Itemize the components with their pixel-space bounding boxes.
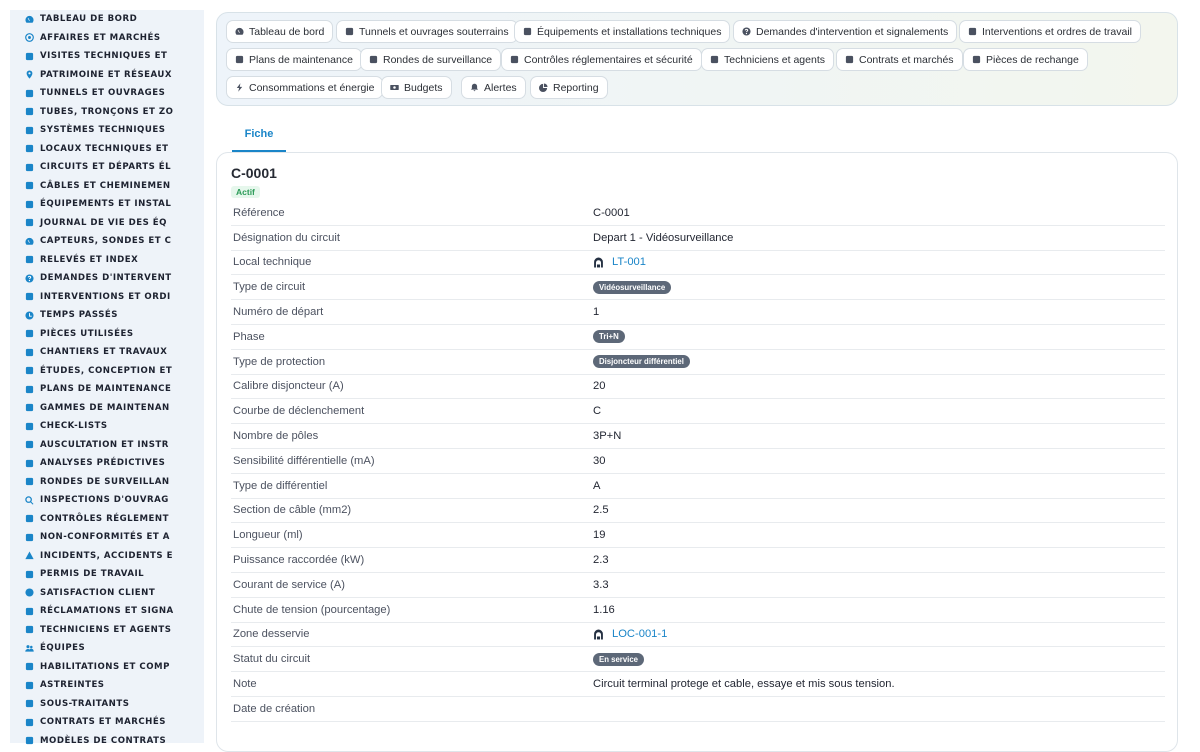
sidebar-item[interactable] <box>10 84 204 103</box>
quick-nav-pill[interactable] <box>514 20 730 43</box>
clipboard-check-icon <box>24 292 34 302</box>
sidebar-item-label: PIÈCES UTILISÉES <box>40 328 134 339</box>
record-link[interactable]: LOC-001-1 <box>612 628 668 641</box>
field-row <box>231 573 1165 598</box>
field-value <box>593 355 690 368</box>
value-text: 2.5 <box>593 504 609 517</box>
field-row <box>231 399 1165 424</box>
file-icon <box>24 736 34 746</box>
field-row <box>231 623 1165 648</box>
sidebar-item[interactable] <box>10 380 204 399</box>
field-row <box>231 523 1165 548</box>
sidebar-item-label: AUSCULTATION ET INSTR <box>40 439 169 450</box>
sidebar-item[interactable] <box>10 528 204 547</box>
field-label: Calibre disjoncteur (A) <box>233 380 344 393</box>
quick-nav-pill-label: Plans de maintenance <box>249 53 353 66</box>
sidebar-item-label: PERMIS DE TRAVAIL <box>40 569 145 580</box>
field-row <box>231 251 1165 276</box>
field-value <box>593 504 609 516</box>
sidebar-item-label: ÉQUIPES <box>40 643 86 654</box>
bell-icon <box>470 83 479 92</box>
calendar-icon <box>24 384 34 394</box>
sidebar-item-label: INSPECTIONS D'OUVRAG <box>40 495 169 506</box>
sidebar-item-label: ASTREINTES <box>40 680 105 691</box>
gears-icon <box>523 27 532 36</box>
alert-circle-icon <box>24 532 34 542</box>
money-icon <box>390 83 399 92</box>
sidebar-item-label: TUBES, TRONÇONS ET ZO <box>40 106 174 117</box>
quick-nav-pill-label: Alertes <box>484 81 517 94</box>
field-value <box>593 653 644 666</box>
sidebar-item-label: TEMPS PASSÉS <box>40 310 118 321</box>
value-chip: En service <box>593 653 644 666</box>
road-icon <box>24 107 34 117</box>
sidebar-item-label: SYSTÈMES TECHNIQUES <box>40 125 166 136</box>
sidebar-item[interactable] <box>10 177 204 196</box>
field-list <box>231 201 1165 722</box>
history-icon <box>24 218 34 228</box>
gauge-icon <box>24 236 34 246</box>
field-value <box>593 579 609 591</box>
question-icon <box>742 27 751 36</box>
sidebar-item-label: CIRCUITS ET DÉPARTS ÉL <box>40 162 172 173</box>
sidebar-item-label: LOCAUX TECHNIQUES ET <box>40 143 169 154</box>
sidebar-item[interactable] <box>10 454 204 473</box>
route-icon <box>369 55 378 64</box>
sidebar-item-label: NON-CONFORMITÉS ET A <box>40 532 170 543</box>
record-link[interactable]: LT-001 <box>612 256 646 269</box>
sidebar-item-label: INTERVENTIONS ET ORDI <box>40 291 171 302</box>
field-value <box>593 281 671 294</box>
field-label: Type de circuit <box>233 281 306 294</box>
users-icon <box>24 643 34 653</box>
calendar-icon <box>235 55 244 64</box>
certificate-icon <box>24 662 34 672</box>
value-text: Depart 1 - Vidéosurveillance <box>593 231 734 244</box>
quick-nav-pill-label: Équipements et installations techniques <box>537 25 722 38</box>
route-icon <box>24 477 34 487</box>
field-label: Phase <box>233 330 265 343</box>
field-row <box>231 226 1165 251</box>
sidebar-item[interactable] <box>10 584 204 603</box>
value-chip: Vidéosurveillance <box>593 281 671 294</box>
sidebar-item[interactable] <box>10 10 204 29</box>
value-text: C-0001 <box>593 206 630 219</box>
value-text: 3P+N <box>593 430 622 443</box>
sidebar-item[interactable] <box>10 306 204 325</box>
sidebar-item[interactable] <box>10 417 204 436</box>
field-row <box>231 499 1165 524</box>
walk-icon <box>24 51 34 61</box>
field-label: Numéro de départ <box>233 306 324 319</box>
list-icon <box>24 403 34 413</box>
sidebar-item[interactable] <box>10 510 204 529</box>
field-label: Chute de tension (pourcentage) <box>233 603 391 616</box>
sidebar-item[interactable] <box>10 158 204 177</box>
field-value <box>593 480 600 492</box>
sidebar-item[interactable] <box>10 732 204 751</box>
clipboard-check-icon <box>968 27 977 36</box>
quick-nav-pill[interactable] <box>959 20 1141 43</box>
bolt-icon <box>235 83 244 92</box>
hammer-icon <box>24 347 34 357</box>
sidebar-item-label: TUNNELS ET OUVRAGES <box>40 88 166 99</box>
sidebar-item-label: CONTRATS ET MARCHÉS <box>40 717 166 728</box>
quick-nav-pill[interactable] <box>501 48 702 71</box>
value-text: 1.16 <box>593 603 615 616</box>
field-row <box>231 375 1165 400</box>
thermometer-icon <box>24 440 34 450</box>
hard-hat-icon <box>710 55 719 64</box>
sidebar-item[interactable] <box>10 47 204 66</box>
sidebar-item-label: HABILITATIONS ET COMP <box>40 661 170 672</box>
quick-nav-pill[interactable] <box>360 48 501 71</box>
sidebar-item-label: DEMANDES D'INTERVENT <box>40 273 172 284</box>
sidebar-item-label: RELEVÉS ET INDEX <box>40 254 139 265</box>
tab-fiche-label: Fiche <box>244 128 274 140</box>
checklist-icon <box>24 421 34 431</box>
field-value <box>593 330 625 343</box>
quick-nav-pill-label: Pièces de rechange <box>986 53 1079 66</box>
grid-icon <box>24 144 34 154</box>
field-label: Longueur (ml) <box>233 529 303 542</box>
field-label: Désignation du circuit <box>233 231 340 244</box>
quick-nav-pill[interactable] <box>963 48 1088 71</box>
sidebar-item[interactable] <box>10 29 204 48</box>
hard-hat-icon <box>24 625 34 635</box>
quick-nav-pill-label: Budgets <box>404 81 443 94</box>
value-text: 1 <box>593 306 600 319</box>
puzzle-icon <box>24 329 34 339</box>
sidebar-item-label: PATRIMOINE ET RÉSEAUX <box>40 69 173 80</box>
value-text: Circuit terminal protege et cable, essaye et mis sous tension. <box>593 678 895 691</box>
field-value <box>593 380 605 392</box>
field-row <box>231 201 1165 226</box>
sidebar-item-label: SATISFACTION CLIENT <box>40 587 156 598</box>
sidebar-item[interactable] <box>10 66 204 85</box>
field-row <box>231 275 1165 300</box>
value-text: 19 <box>593 529 606 542</box>
quick-nav-pill[interactable] <box>530 76 608 99</box>
sidebar-item-label: CHANTIERS ET TRAVAUX <box>40 347 168 358</box>
sidebar-item[interactable] <box>10 195 204 214</box>
sidebar-item[interactable] <box>10 214 204 233</box>
field-label: Puissance raccordée (kW) <box>233 554 365 567</box>
building-icon <box>345 27 354 36</box>
value-text: C <box>593 405 602 418</box>
status-badge: Actif <box>231 186 260 198</box>
sidebar-item[interactable] <box>10 325 204 344</box>
quick-nav-pill[interactable] <box>701 48 834 71</box>
sidebar-item[interactable] <box>10 658 204 677</box>
field-row <box>231 300 1165 325</box>
quick-nav-pill-label: Rondes de surveillance <box>383 53 493 66</box>
field-row <box>231 424 1165 449</box>
gauge-icon <box>235 27 244 36</box>
file-contract-icon <box>845 55 854 64</box>
field-row <box>231 548 1165 573</box>
sidebar-item-label: ANALYSES PRÉDICTIVES <box>40 458 166 469</box>
record-title: C-0001 <box>231 165 277 181</box>
sidebar-item[interactable] <box>10 547 204 566</box>
field-label: Local technique <box>233 256 312 269</box>
sidebar-item[interactable] <box>10 713 204 732</box>
quick-nav-pill-label: Contrats et marchés <box>859 53 954 66</box>
sidebar-item[interactable] <box>10 565 204 584</box>
warning-icon <box>24 551 34 561</box>
sitemap-icon <box>972 55 981 64</box>
sidebar-item-label: CHECK-LISTS <box>40 421 108 432</box>
sidebar <box>10 10 204 746</box>
record-card <box>216 152 1178 752</box>
field-label: Zone desservie <box>233 628 310 641</box>
sidebar-item-label: GAMMES DE MAINTENAN <box>40 402 170 413</box>
field-label: Type de différentiel <box>233 479 328 492</box>
target-icon <box>24 33 34 43</box>
tunnel-icon <box>593 629 604 640</box>
quick-nav-pill-label: Reporting <box>553 81 599 94</box>
sidebar-item-label: JOURNAL DE VIE DES ÉQ <box>40 217 167 228</box>
sidebar-item[interactable] <box>10 695 204 714</box>
value-chip: Disjoncteur différentiel <box>593 355 690 368</box>
field-row <box>231 647 1165 672</box>
sidebar-item[interactable] <box>10 343 204 362</box>
field-label: Note <box>233 678 257 691</box>
sidebar-item[interactable] <box>10 140 204 159</box>
quick-nav-pill[interactable] <box>836 48 963 71</box>
field-row <box>231 697 1165 722</box>
sidebar-item-label: MODÈLES DE CONTRATS <box>40 735 167 746</box>
clipboard-icon <box>24 255 34 265</box>
field-row <box>231 350 1165 375</box>
field-label: Nombre de pôles <box>233 430 319 443</box>
circuit-icon <box>24 162 34 172</box>
quick-nav-pill-label: Demandes d'intervention et signalements <box>756 25 949 38</box>
sidebar-item-label: TECHNICIENS ET AGENTS <box>40 624 172 635</box>
sidebar-item[interactable] <box>10 676 204 695</box>
compass-icon <box>24 366 34 376</box>
sidebar-item-label: SOUS-TRAITANTS <box>40 698 130 709</box>
field-row <box>231 449 1165 474</box>
sidebar-item[interactable] <box>10 399 204 418</box>
sidebar-item-label: INCIDENTS, ACCIDENTS E <box>40 550 173 561</box>
building-icon <box>24 88 34 98</box>
field-value <box>593 604 615 616</box>
sidebar-item[interactable] <box>10 491 204 510</box>
field-label: Courant de service (A) <box>233 578 345 591</box>
field-value <box>593 306 599 318</box>
field-label: Référence <box>233 206 285 219</box>
clipboard-check-icon <box>510 55 519 64</box>
value-text: A <box>593 479 601 492</box>
sidebar-item[interactable] <box>10 251 204 270</box>
sidebar-item[interactable] <box>10 121 204 140</box>
gauge-icon <box>24 14 34 24</box>
field-value[interactable] <box>593 256 646 268</box>
quick-nav-pill-label: Tableau de bord <box>249 25 325 38</box>
quick-nav-panel <box>216 12 1178 106</box>
chart-line-icon <box>24 458 34 468</box>
quick-nav-pill-label: Interventions et ordres de travail <box>982 25 1132 38</box>
quick-nav-pill-label: Contrôles réglementaires et sécurité <box>524 53 693 66</box>
field-row <box>231 474 1165 499</box>
field-label: Section de câble (mm2) <box>233 504 352 517</box>
quick-nav-pill-label: Techniciens et agents <box>724 53 825 66</box>
sidebar-item-label: CÂBLES ET CHEMINEMEN <box>40 180 171 191</box>
sidebar-item-label: TABLEAU DE BORD <box>40 14 138 25</box>
quick-nav-pill[interactable] <box>461 76 526 99</box>
sidebar-item[interactable] <box>10 602 204 621</box>
sidebar-item-label: RONDES DE SURVEILLAN <box>40 476 170 487</box>
pie-icon <box>539 83 548 92</box>
quick-nav-pill[interactable] <box>336 20 518 43</box>
quick-nav-pill[interactable] <box>733 20 957 43</box>
field-label: Sensibilité différentielle (mA) <box>233 454 375 467</box>
sidebar-item[interactable] <box>10 288 204 307</box>
field-label: Statut du circuit <box>233 653 311 666</box>
sidebar-item[interactable] <box>10 436 204 455</box>
sidebar-item[interactable] <box>10 269 204 288</box>
field-row <box>231 672 1165 697</box>
cable-icon <box>24 181 34 191</box>
smile-icon <box>24 588 34 598</box>
quick-nav-pill-label: Consommations et énergie <box>249 81 375 94</box>
sidebar-item[interactable] <box>10 473 204 492</box>
sidebar-item[interactable] <box>10 103 204 122</box>
field-label: Type de protection <box>233 355 326 368</box>
sidebar-item-label: RÉCLAMATIONS ET SIGNA <box>40 606 174 617</box>
sidebar-item-label: VISITES TECHNIQUES ET <box>40 51 168 62</box>
value-chip: Tri+N <box>593 330 625 343</box>
search-icon <box>24 495 34 505</box>
file-signature-icon <box>24 569 34 579</box>
sidebar-item[interactable] <box>10 362 204 381</box>
comment-icon <box>24 606 34 616</box>
quick-nav-pill[interactable] <box>226 76 383 99</box>
value-text: 2.3 <box>593 554 609 567</box>
gears-icon <box>24 199 34 209</box>
field-value <box>593 678 895 690</box>
field-label: Date de création <box>233 702 316 715</box>
tab-fiche[interactable] <box>232 118 286 152</box>
sidebar-item-label: PLANS DE MAINTENANCE <box>40 384 172 395</box>
sidebar-item-label: AFFAIRES ET MARCHÉS <box>40 32 161 43</box>
field-value <box>593 405 601 417</box>
clipboard-check-icon <box>24 514 34 524</box>
field-row <box>231 598 1165 623</box>
value-text: 30 <box>593 454 606 467</box>
value-text: 3.3 <box>593 578 609 591</box>
field-value <box>593 455 605 467</box>
field-value <box>593 529 605 541</box>
quick-nav-pill-label: Tunnels et ouvrages souterrains <box>359 25 509 38</box>
field-value <box>593 430 621 442</box>
sidebar-item-label: ÉTUDES, CONCEPTION ET <box>40 365 173 376</box>
value-text: 20 <box>593 380 606 393</box>
phone-icon <box>24 680 34 690</box>
pin-icon <box>24 70 34 80</box>
quick-nav-pill[interactable] <box>226 20 333 43</box>
field-label: Courbe de déclenchement <box>233 405 365 418</box>
sidebar-item[interactable] <box>10 621 204 640</box>
sidebar-item-label: CAPTEURS, SONDES ET C <box>40 236 172 247</box>
tunnel-icon <box>593 257 604 268</box>
sitemap-icon <box>24 125 34 135</box>
clock-icon <box>24 310 34 320</box>
handshake-icon <box>24 699 34 709</box>
quick-nav-pill[interactable] <box>226 48 362 71</box>
file-contract-icon <box>24 717 34 727</box>
field-row <box>231 325 1165 350</box>
field-value <box>593 232 733 244</box>
quick-nav-pill[interactable] <box>381 76 452 99</box>
field-value <box>593 554 609 566</box>
field-value <box>593 207 630 219</box>
sidebar-item[interactable] <box>10 639 204 658</box>
sidebar-item-label: ÉQUIPEMENTS ET INSTAL <box>40 199 172 210</box>
sidebar-item-label: CONTRÔLES RÉGLEMENT <box>40 513 169 524</box>
field-value[interactable] <box>593 628 667 640</box>
sidebar-item[interactable] <box>10 232 204 251</box>
question-icon <box>24 273 34 283</box>
